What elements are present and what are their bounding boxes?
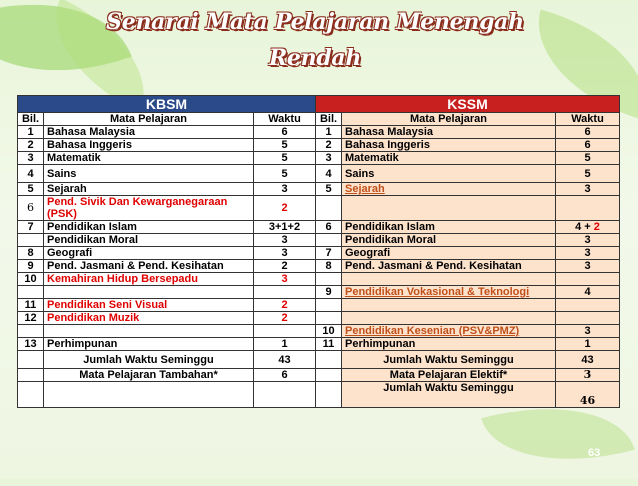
kssm-subject: Pendidikan Moral bbox=[342, 234, 556, 247]
kssm-subject: Bahasa Inggeris bbox=[342, 139, 556, 152]
kbsm-bil: 13 bbox=[18, 338, 44, 351]
kssm-bil: 2 bbox=[316, 139, 342, 152]
kssm-subject: Bahasa Malaysia bbox=[342, 126, 556, 139]
kbsm-time: 6 bbox=[254, 126, 316, 139]
kbsm-time: 2 bbox=[254, 260, 316, 273]
kssm-total2-value: 46 bbox=[556, 382, 620, 408]
table-row bbox=[18, 152, 620, 165]
kbsm-time: 5 bbox=[254, 139, 316, 152]
kbsm-subject: Pendidikan Moral bbox=[44, 234, 254, 247]
slide-title: Senarai Mata Pelajaran Menengah Rendah bbox=[106, 9, 524, 71]
kssm-time: 3 bbox=[556, 183, 620, 196]
kssm-bil: 6 bbox=[316, 221, 342, 234]
kssm-time: 5 bbox=[556, 152, 620, 165]
table-row bbox=[18, 196, 620, 221]
kbsm-subject: Matematik bbox=[44, 152, 254, 165]
kbsm-bil bbox=[18, 286, 44, 299]
kbsm-bil bbox=[18, 234, 44, 247]
kssm-total-label: Jumlah Waktu Seminggu bbox=[342, 351, 556, 369]
kbsm-extra-label: Mata Pelajaran Tambahan* bbox=[44, 369, 254, 382]
table-row bbox=[18, 183, 620, 196]
kssm-elective-label: Mata Pelajaran Elektif* bbox=[342, 369, 556, 382]
table-row bbox=[18, 325, 620, 338]
kbsm-subject: Pend. Jasmani & Pend. Kesihatan bbox=[44, 260, 254, 273]
kbsm-bil: 1 bbox=[18, 126, 44, 139]
table-row bbox=[18, 165, 620, 183]
kbsm-subject: Pendidikan Seni Visual bbox=[44, 299, 254, 312]
kssm-subject: Geografi bbox=[342, 247, 556, 260]
table-row bbox=[18, 247, 620, 260]
kssm-time: 6 bbox=[556, 139, 620, 152]
kbsm-col-time: Waktu bbox=[254, 113, 316, 126]
kssm-subject: Perhimpunan bbox=[342, 338, 556, 351]
kbsm-bil: 10 bbox=[18, 273, 44, 286]
table-row bbox=[18, 286, 620, 299]
kssm-bil: 11 bbox=[316, 338, 342, 351]
kssm-time bbox=[556, 312, 620, 325]
kbsm-subject: Geografi bbox=[44, 247, 254, 260]
kssm-bil bbox=[316, 312, 342, 325]
kbsm-bil: 2 bbox=[18, 139, 44, 152]
kssm-subject: Sains bbox=[342, 165, 556, 183]
kbsm-subject bbox=[44, 286, 254, 299]
kbsm-bil: 6 bbox=[18, 196, 44, 221]
kssm-subject bbox=[342, 273, 556, 286]
kssm-elective-value: 3 bbox=[556, 369, 620, 382]
kssm-time: 3 bbox=[556, 234, 620, 247]
kssm-bil: 5 bbox=[316, 183, 342, 196]
kbsm-bil: 12 bbox=[18, 312, 44, 325]
page-number: 63 bbox=[588, 447, 601, 459]
kssm-bil: 4 bbox=[316, 165, 342, 183]
kssm-time bbox=[556, 273, 620, 286]
table-row bbox=[18, 351, 620, 369]
kssm-time bbox=[556, 221, 620, 234]
kssm-time: 1 bbox=[556, 338, 620, 351]
kbsm-subject: Kemahiran Hidup Bersepadu bbox=[44, 273, 254, 286]
kssm-time: 3 bbox=[556, 260, 620, 273]
table-row bbox=[18, 312, 620, 325]
kbsm-header: KBSM bbox=[18, 96, 316, 113]
kbsm-bil: 9 bbox=[18, 260, 44, 273]
kbsm-time bbox=[254, 325, 316, 338]
kbsm-time: 3 bbox=[254, 247, 316, 260]
kbsm-col-bil: Bil. bbox=[18, 113, 44, 126]
kssm-bil: 8 bbox=[316, 260, 342, 273]
kssm-bil bbox=[316, 299, 342, 312]
table-row bbox=[18, 369, 620, 382]
kssm-bil bbox=[316, 196, 342, 221]
kssm-subject: Pend. Jasmani & Pend. Kesihatan bbox=[342, 260, 556, 273]
kssm-time bbox=[556, 196, 620, 221]
kssm-time bbox=[556, 299, 620, 312]
kssm-subject: Pendidikan Vokasional & Teknologi bbox=[345, 286, 530, 298]
kssm-time: 3 bbox=[556, 325, 620, 338]
kssm-time: 6 bbox=[556, 126, 620, 139]
kbsm-total-label: Jumlah Waktu Seminggu bbox=[44, 351, 254, 369]
table-row bbox=[18, 273, 620, 286]
kbsm-subject bbox=[44, 325, 254, 338]
kssm-col-bil: Bil. bbox=[316, 113, 342, 126]
kssm-subject: Pendidikan Islam bbox=[342, 221, 556, 234]
kbsm-bil bbox=[18, 325, 44, 338]
kssm-col-time: Waktu bbox=[556, 113, 620, 126]
kbsm-time: 2 bbox=[254, 196, 316, 221]
kbsm-bil: 5 bbox=[18, 183, 44, 196]
kbsm-bil: 7 bbox=[18, 221, 44, 234]
subject-comparison-table bbox=[17, 95, 620, 408]
table-row bbox=[18, 234, 620, 247]
kssm-bil: 10 bbox=[316, 325, 342, 338]
kssm-total2-label: Jumlah Waktu Seminggu bbox=[342, 382, 556, 408]
kbsm-bil: 4 bbox=[18, 165, 44, 183]
kbsm-time: 3 bbox=[254, 234, 316, 247]
kssm-total-value: 43 bbox=[556, 351, 620, 369]
kssm-subject: Pendidikan Kesenian (PSV&PMZ) bbox=[345, 325, 520, 337]
kbsm-bil: 3 bbox=[18, 152, 44, 165]
kbsm-bil: 8 bbox=[18, 247, 44, 260]
kbsm-subject: Bahasa Malaysia bbox=[44, 126, 254, 139]
kbsm-total-value: 43 bbox=[254, 351, 316, 369]
kssm-time: 3 bbox=[556, 247, 620, 260]
table-row bbox=[18, 299, 620, 312]
table-row bbox=[18, 338, 620, 351]
kbsm-subject: Sejarah bbox=[44, 183, 254, 196]
kbsm-time: 1 bbox=[254, 338, 316, 351]
table-row bbox=[18, 260, 620, 273]
kbsm-subject: Sains bbox=[44, 165, 254, 183]
kssm-time: 4 bbox=[556, 286, 620, 299]
kbsm-bil: 11 bbox=[18, 299, 44, 312]
kssm-bil: 3 bbox=[316, 152, 342, 165]
kbsm-time bbox=[254, 286, 316, 299]
kssm-subject bbox=[342, 196, 556, 221]
kssm-subject bbox=[342, 299, 556, 312]
kbsm-time: 3 bbox=[254, 273, 316, 286]
kbsm-subject: Perhimpunan bbox=[44, 338, 254, 351]
kbsm-time: 5 bbox=[254, 165, 316, 183]
table-row bbox=[18, 126, 620, 139]
kbsm-subject: Pendidikan Islam bbox=[44, 221, 254, 234]
kssm-col-subject: Mata Pelajaran bbox=[342, 113, 556, 126]
kbsm-time: 3+1+2 bbox=[254, 221, 316, 234]
kssm-header: KSSM bbox=[316, 96, 620, 113]
table-row bbox=[18, 221, 620, 234]
kbsm-subject: Bahasa Inggeris bbox=[44, 139, 254, 152]
kssm-subject bbox=[342, 312, 556, 325]
kssm-bil: 9 bbox=[316, 286, 342, 299]
kbsm-time: 2 bbox=[254, 312, 316, 325]
kssm-time-extra: 2 bbox=[593, 221, 600, 233]
kbsm-subject: Pend. Sivik Dan Kewarganegaraan (PSK) bbox=[44, 196, 254, 221]
kssm-time: 5 bbox=[556, 165, 620, 183]
kssm-bil: 1 bbox=[316, 126, 342, 139]
table-row bbox=[18, 382, 620, 408]
kssm-time-base: 4 + bbox=[575, 221, 594, 233]
kbsm-col-subject: Mata Pelajaran bbox=[44, 113, 254, 126]
kssm-subject: Sejarah bbox=[345, 183, 385, 195]
kbsm-time: 3 bbox=[254, 183, 316, 196]
kssm-bil: 7 bbox=[316, 247, 342, 260]
kssm-bil bbox=[316, 273, 342, 286]
kbsm-subject: Pendidikan Muzik bbox=[44, 312, 254, 325]
kssm-subject: Matematik bbox=[342, 152, 556, 165]
table-row bbox=[18, 139, 620, 152]
kbsm-extra-value: 6 bbox=[254, 369, 316, 382]
kbsm-time: 5 bbox=[254, 152, 316, 165]
kssm-bil bbox=[316, 234, 342, 247]
kbsm-time: 2 bbox=[254, 299, 316, 312]
